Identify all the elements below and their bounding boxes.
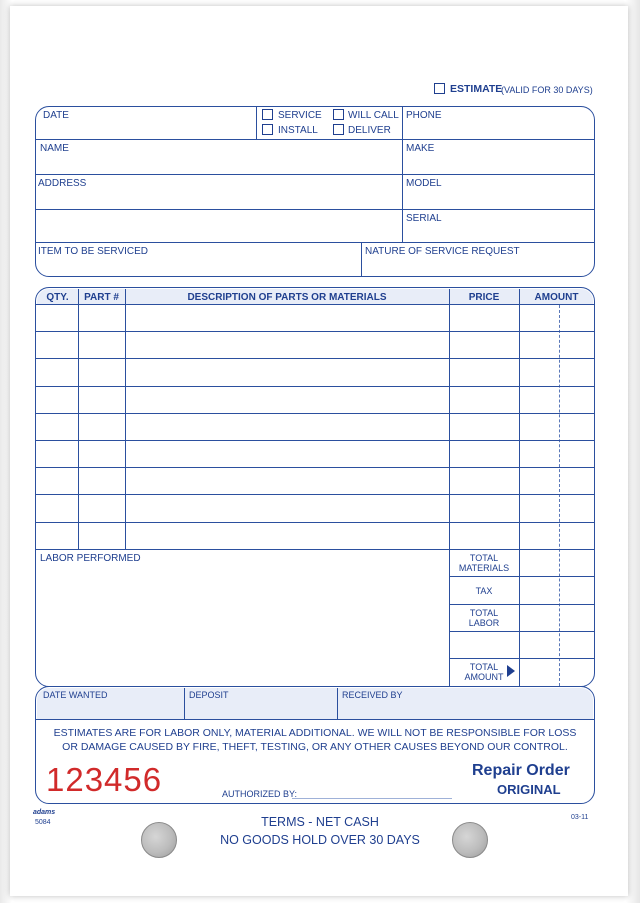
estimate-label: ESTIMATE: [450, 83, 503, 95]
model-label: MODEL: [406, 178, 442, 189]
date-wanted-label: DATE WANTED: [43, 690, 108, 700]
terms-line-1: TERMS - NET CASH: [261, 815, 379, 829]
brand-logo: adams: [33, 809, 56, 816]
install-label: INSTALL: [278, 125, 318, 136]
make-label: MAKE: [406, 143, 435, 154]
deliver-checkbox[interactable]: [333, 124, 344, 135]
install-checkbox[interactable]: [262, 124, 273, 135]
estimate-note: (VALID FOR 30 DAYS): [501, 85, 593, 95]
col-description: DESCRIPTION OF PARTS OR MATERIALS: [187, 292, 387, 303]
product-code: 5084: [35, 819, 51, 826]
disclaimer-line-2: OR DAMAGE CAUSED BY FIRE, THEFT, TESTING, OR ANY OTHER CAUSES BEYOND OUR CONTROL.: [62, 741, 568, 753]
col-amount: AMOUNT: [534, 292, 579, 303]
name-label: NAME: [40, 143, 69, 154]
nature-request-label: NATURE OF SERVICE REQUEST: [365, 246, 520, 257]
tax-label: TAX: [475, 586, 493, 596]
punch-hole-right: [452, 822, 488, 858]
copy-label: ORIGINAL: [497, 782, 561, 797]
date-label: DATE: [43, 110, 69, 121]
total-materials-label: TOTAL MATERIALS: [458, 553, 510, 573]
will-call-label: WILL CALL: [348, 110, 399, 121]
terms-line-2: NO GOODS HOLD OVER 30 DAYS: [220, 833, 420, 847]
total-labor-label: TOTAL LABOR: [468, 608, 500, 628]
footer-fields-bg: [37, 688, 593, 719]
col-part: PART #: [84, 292, 119, 303]
total-amount-label: TOTAL AMOUNT: [464, 662, 504, 682]
received-by-label: RECEIVED BY: [342, 690, 403, 700]
labor-performed-label: LABOR PERFORMED: [40, 553, 141, 564]
service-label: SERVICE: [278, 110, 322, 121]
deposit-label: DEPOSIT: [189, 690, 229, 700]
address-label: ADDRESS: [38, 178, 87, 189]
punch-hole-left: [141, 822, 177, 858]
arrow-right-icon: [507, 665, 515, 677]
service-checkbox[interactable]: [262, 109, 273, 120]
form-number: 123456: [46, 761, 163, 798]
col-price: PRICE: [468, 292, 500, 303]
item-serviced-label: ITEM TO BE SERVICED: [38, 246, 149, 257]
revision-code: 03-11: [571, 814, 589, 821]
disclaimer-line-1: ESTIMATES ARE FOR LABOR ONLY, MATERIAL ADDITIONAL. WE WILL NOT BE RESPONSIBLE FOR LOSS: [53, 727, 577, 739]
will-call-checkbox[interactable]: [333, 109, 344, 120]
authorized-by-label: AUTHORIZED BY:: [222, 789, 298, 799]
estimate-checkbox[interactable]: [434, 83, 445, 94]
form-title: Repair Order: [472, 762, 570, 779]
col-qty: QTY.: [46, 292, 69, 303]
phone-label: PHONE: [406, 110, 442, 121]
deliver-label: DELIVER: [348, 125, 391, 136]
serial-label: SERIAL: [406, 213, 442, 224]
